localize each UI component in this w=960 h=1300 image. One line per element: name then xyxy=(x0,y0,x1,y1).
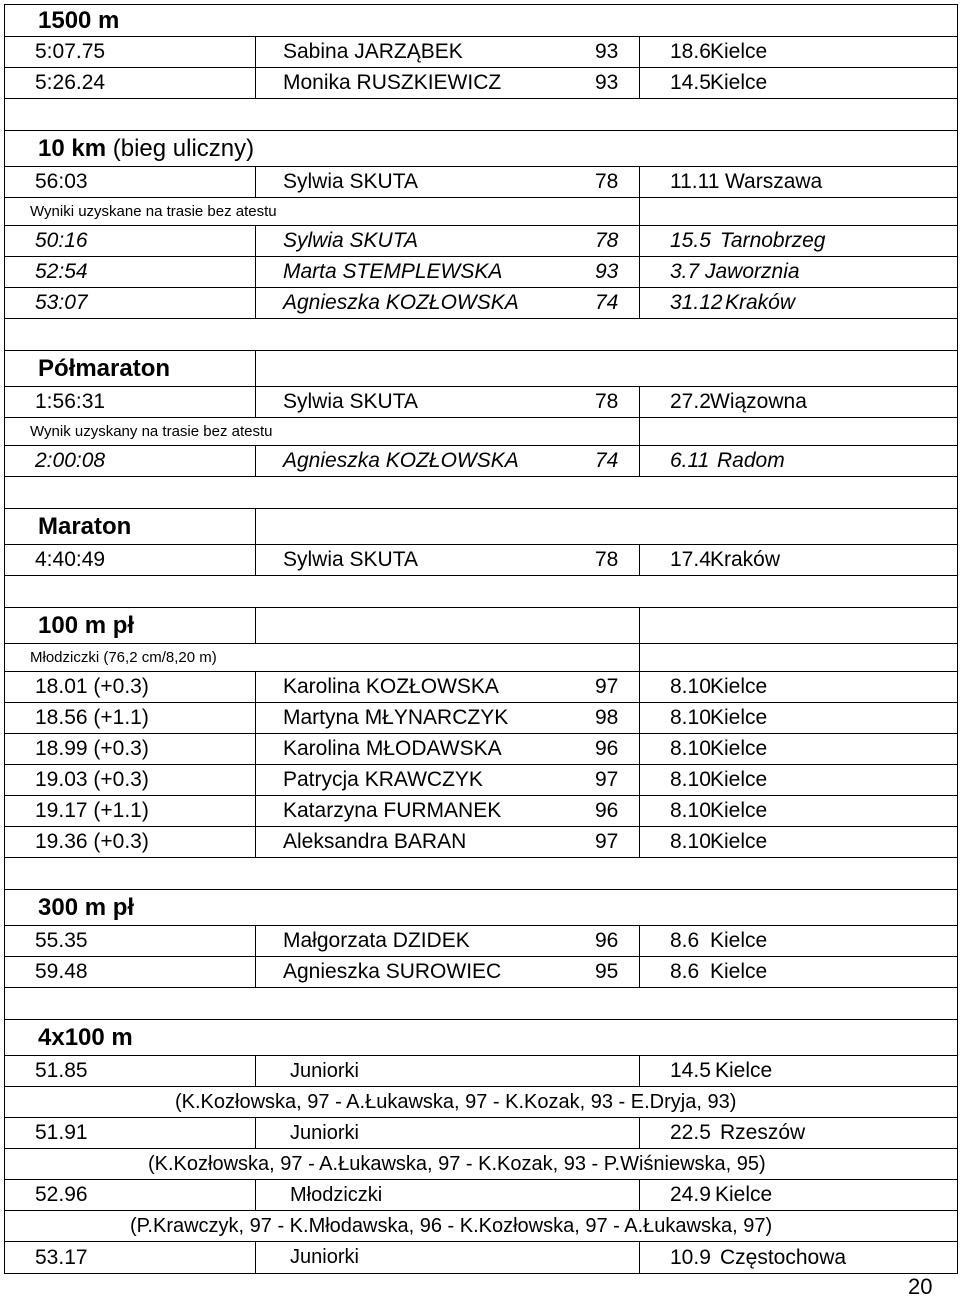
result-time: 51.91 xyxy=(35,1121,88,1144)
event-place: Radom xyxy=(717,449,785,472)
athlete-name: Aleksandra BARAN xyxy=(283,830,467,853)
relay-row xyxy=(5,1180,957,1211)
event-date: 22.5 xyxy=(670,1121,711,1144)
section-title: 10 km xyxy=(38,134,107,162)
section-title: Maraton xyxy=(38,512,132,540)
table-row xyxy=(5,167,957,198)
section-header-maraton xyxy=(5,509,957,545)
section-header-100m-hurdles xyxy=(5,608,957,644)
result-time: 4:40:49 xyxy=(35,548,106,571)
table-row xyxy=(5,288,957,319)
result-time: 19.03 (+0.3) xyxy=(35,768,149,791)
event-date: 6.11 xyxy=(670,449,710,472)
spacer-row xyxy=(5,477,957,509)
birth-year: 74 xyxy=(595,291,619,314)
birth-year: 93 xyxy=(595,71,619,94)
spacer-row xyxy=(5,319,957,351)
birth-year: 97 xyxy=(595,675,619,698)
result-time: 52:54 xyxy=(35,260,88,283)
table-row xyxy=(5,827,957,858)
birth-year: 78 xyxy=(595,170,619,193)
birth-year: 96 xyxy=(595,737,619,760)
athlete-name: Karolina KOZŁOWSKA xyxy=(283,675,499,698)
event-place: Rzeszów xyxy=(720,1121,806,1144)
spacer-row xyxy=(5,576,957,608)
athlete-name: Monika RUSZKIEWICZ xyxy=(283,71,502,94)
section-title: 4x100 m xyxy=(38,1023,133,1051)
birth-year: 98 xyxy=(595,706,619,729)
relay-members-row xyxy=(5,1211,957,1242)
section-subtitle: (bieg uliczny) xyxy=(112,134,255,162)
event-place: Warszawa xyxy=(725,170,823,193)
athlete-name: Sylwia SKUTA xyxy=(283,548,418,571)
note-row xyxy=(5,644,957,672)
page-number: 20 xyxy=(908,1274,933,1299)
section-header-4x100m xyxy=(5,1020,957,1056)
relay-members: (P.Krawczyk, 97 - K.Młodawska, 96 - K.Kozłowska, 97 - A.Łukawska, 97) xyxy=(130,1214,773,1237)
athlete-name: Sylwia SKUTA xyxy=(283,170,418,193)
athlete-name: Patrycja KRAWCZYK xyxy=(283,768,483,791)
relay-members: (K.Kozłowska, 97 - A.Łukawska, 97 - K.Kozak, 93 - E.Dryja, 93) xyxy=(175,1090,737,1113)
birth-year: 96 xyxy=(595,799,619,822)
result-time: 19.17 (+1.1) xyxy=(35,799,149,822)
result-time: 2:00:08 xyxy=(35,449,106,472)
event-place: Wiązowna xyxy=(710,390,807,413)
athlete-name: Małgorzata DZIDEK xyxy=(283,929,470,952)
table-row xyxy=(5,226,957,257)
birth-year: 97 xyxy=(595,768,619,791)
event-date: 31.12 xyxy=(670,291,723,314)
event-place: Kraków xyxy=(710,548,781,571)
spacer-row xyxy=(5,858,957,890)
result-time: 53:07 xyxy=(35,291,88,314)
event-place: Kielce xyxy=(710,960,768,983)
event-date: 14.5 xyxy=(670,1059,711,1082)
note-row xyxy=(5,198,957,226)
section-title: 1500 m xyxy=(38,6,120,34)
section-header-300m-hurdles xyxy=(5,890,957,926)
athlete-name: Sylwia SKUTA xyxy=(283,229,418,252)
records-table xyxy=(4,4,958,1274)
result-time: 56:03 xyxy=(35,170,88,193)
relay-row xyxy=(5,1118,957,1149)
relay-members-row xyxy=(5,1149,957,1180)
result-time: 1:56:31 xyxy=(35,390,106,413)
athlete-name: Sabina JARZĄBEK xyxy=(283,40,463,63)
event-date: 8.10 xyxy=(670,830,711,853)
event-date: 18.6 xyxy=(670,40,711,63)
spacer-row xyxy=(5,99,957,131)
event-date: 8.10 xyxy=(670,706,711,729)
table-row xyxy=(5,446,957,477)
event-date: 8.6 xyxy=(670,960,700,983)
table-row xyxy=(5,37,957,68)
athlete-name: Katarzyna FURMANEK xyxy=(283,799,502,822)
table-row xyxy=(5,734,957,765)
relay-row xyxy=(5,1056,957,1087)
table-row xyxy=(5,387,957,418)
athlete-name: Agnieszka KOZŁOWSKA xyxy=(283,449,519,472)
athlete-name: Karolina MŁODAWSKA xyxy=(283,737,502,760)
event-place: Tarnobrzeg xyxy=(720,229,826,252)
event-place: Kielce xyxy=(710,40,768,63)
birth-year: 93 xyxy=(595,40,619,63)
section-header-1500m xyxy=(5,5,957,37)
event-date: 8.10 xyxy=(670,799,711,822)
table-row xyxy=(5,703,957,734)
result-time: 5:26.24 xyxy=(35,71,106,94)
athlete-name: Sylwia SKUTA xyxy=(283,390,418,413)
event-place: Kraków xyxy=(725,291,796,314)
table-row xyxy=(5,257,957,288)
section-note: Wynik uzyskany na trasie bez atestu xyxy=(30,423,273,440)
event-date: 24.9 xyxy=(670,1183,711,1206)
note-row xyxy=(5,418,957,446)
section-title: 100 m pł xyxy=(38,611,135,639)
table-row xyxy=(5,672,957,703)
birth-year: 96 xyxy=(595,929,619,952)
relay-members: (K.Kozłowska, 97 - A.Łukawska, 97 - K.Kozak, 93 - P.Wiśniewska, 95) xyxy=(148,1152,766,1175)
result-time: 18.01 (+0.3) xyxy=(35,675,149,698)
section-header-polmaraton xyxy=(5,351,957,387)
event-place: Kielce xyxy=(710,929,768,952)
event-place: Kielce xyxy=(715,1183,773,1206)
event-date: 3.7 xyxy=(670,260,700,283)
section-title: Półmaraton xyxy=(38,354,171,382)
result-time: 52.96 xyxy=(35,1183,88,1206)
event-place: Kielce xyxy=(710,830,768,853)
event-place: Częstochowa xyxy=(720,1245,847,1269)
result-time: 55.35 xyxy=(35,929,88,952)
table-row xyxy=(5,957,957,988)
table-row xyxy=(5,926,957,957)
table-row xyxy=(5,68,957,99)
result-time: 5:07.75 xyxy=(35,40,106,63)
team-name: Juniorki xyxy=(290,1059,359,1082)
result-time: 59.48 xyxy=(35,960,88,983)
team-name: Juniorki xyxy=(290,1121,359,1144)
event-place: Kielce xyxy=(710,737,768,760)
event-date: 11.11 xyxy=(670,170,720,193)
birth-year: 95 xyxy=(595,960,619,983)
birth-year: 78 xyxy=(595,390,619,413)
event-date: 10.9 xyxy=(670,1245,711,1269)
section-title: 300 m pł xyxy=(38,893,135,921)
relay-row xyxy=(5,1242,957,1273)
event-place: Kielce xyxy=(710,71,768,94)
result-time: 53.17 xyxy=(35,1245,88,1269)
event-date: 8.6 xyxy=(670,929,700,952)
birth-year: 97 xyxy=(595,830,619,853)
event-date: 15.5 xyxy=(670,229,711,252)
result-time: 51.85 xyxy=(35,1059,88,1082)
event-date: 14.5 xyxy=(670,71,711,94)
birth-year: 74 xyxy=(595,449,619,472)
athlete-name: Marta STEMPLEWSKA xyxy=(283,260,503,283)
event-place: Kielce xyxy=(715,1059,773,1082)
spacer-row xyxy=(5,988,957,1020)
event-date: 8.10 xyxy=(670,768,711,791)
event-date: 27.2 xyxy=(670,390,711,413)
event-place: Kielce xyxy=(710,706,768,729)
team-name: Juniorki xyxy=(290,1246,359,1268)
table-row xyxy=(5,796,957,827)
table-row xyxy=(5,545,957,576)
athlete-name: Martyna MŁYNARCZYK xyxy=(283,706,509,729)
team-name: Młodziczki xyxy=(290,1183,383,1206)
birth-year: 78 xyxy=(595,548,619,571)
table-row xyxy=(5,765,957,796)
section-note: Wyniki uzyskane na trasie bez atestu xyxy=(30,203,277,220)
event-place: Kielce xyxy=(710,675,768,698)
birth-year: 78 xyxy=(595,229,619,252)
event-place: Jaworznia xyxy=(705,260,800,283)
result-time: 18.56 (+1.1) xyxy=(35,706,149,729)
section-header-10km xyxy=(5,131,957,167)
birth-year: 93 xyxy=(595,260,619,283)
event-date: 8.10 xyxy=(670,675,711,698)
result-time: 50:16 xyxy=(35,229,88,252)
result-time: 19.36 (+0.3) xyxy=(35,830,149,853)
event-date: 17.4 xyxy=(670,548,711,571)
relay-members-row xyxy=(5,1087,957,1118)
result-time: 18.99 (+0.3) xyxy=(35,737,149,760)
event-place: Kielce xyxy=(710,799,768,822)
athlete-name: Agnieszka SUROWIEC xyxy=(283,960,502,983)
event-place: Kielce xyxy=(710,768,768,791)
athlete-name: Agnieszka KOZŁOWSKA xyxy=(283,291,519,314)
section-note: Młodziczki (76,2 cm/8,20 m) xyxy=(30,649,217,666)
event-date: 8.10 xyxy=(670,737,711,760)
